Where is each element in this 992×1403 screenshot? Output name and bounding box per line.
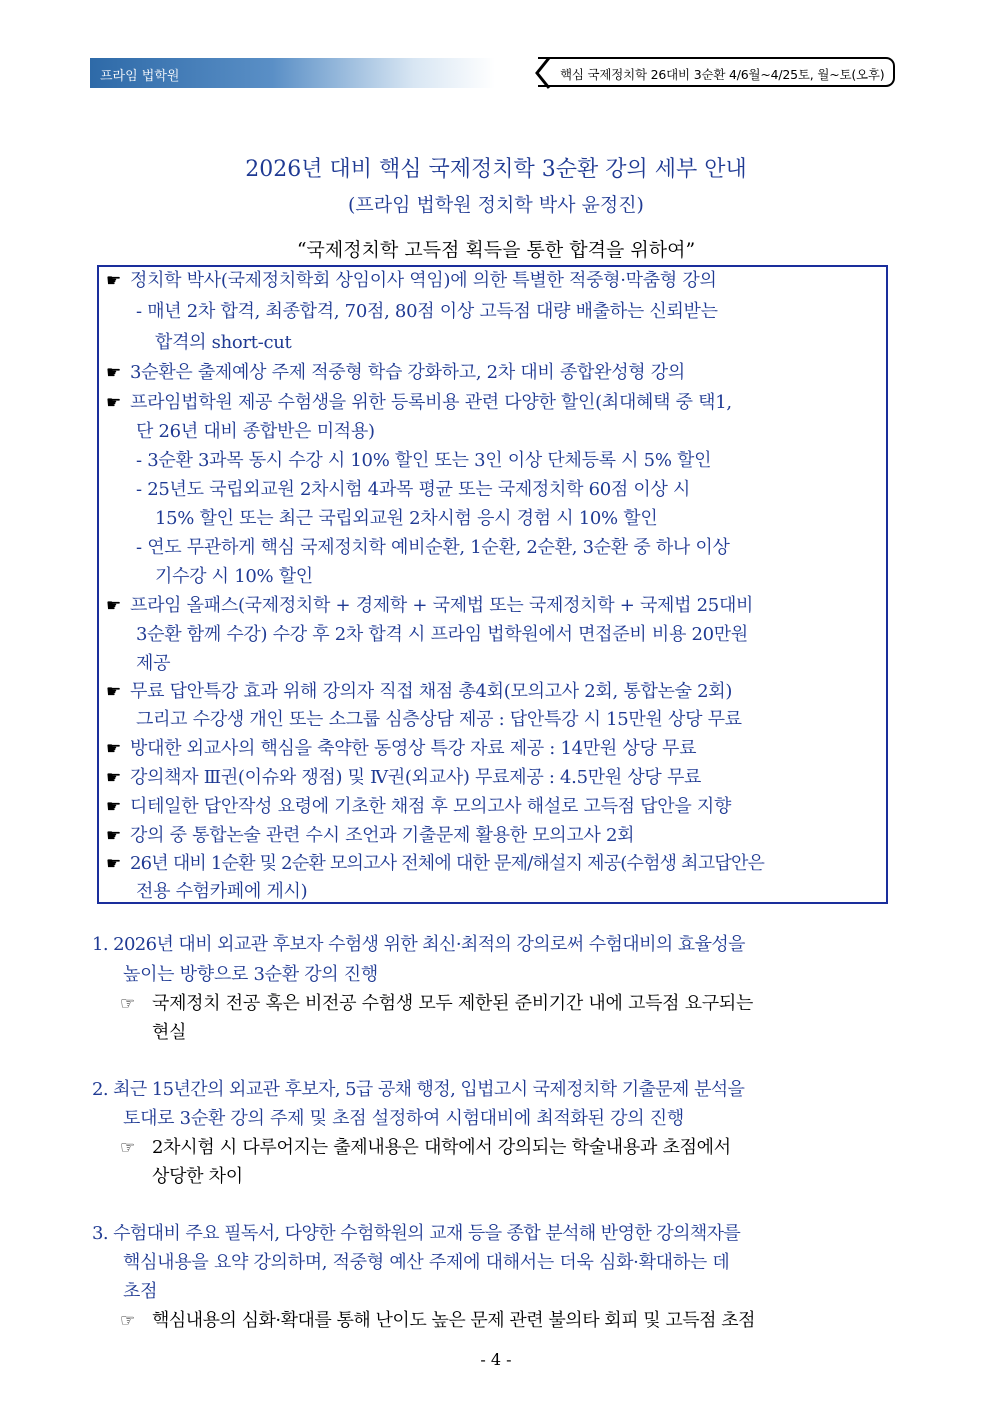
feature-item: ☛ 프라임 올패스(국제정치학 + 경제학 + 국제법 또는 국제정치학 + 국제법 25대비 xyxy=(106,595,754,616)
feature-item: ☛ 26년 대비 1순환 및 2순환 모의고사 전체에 대한 문제/해설지 제공(수험생 최고답안은 xyxy=(106,853,765,874)
feature-subitem-cont: 15% 할인 또는 최근 국립외교원 2차시험 응시 경험 시 10% 할인 xyxy=(155,508,658,529)
feature-item-cont: 단 26년 대비 종합반은 미적용) xyxy=(136,421,375,442)
feature-subitem: - 연도 무관하게 핵심 국제정치학 예비순환, 1순환, 2순환, 3순환 중 하나 이상 xyxy=(136,537,730,558)
section-3-heading-cont: 핵심내용을 요약 강의하며, 적중형 예산 주제에 대해서는 더욱 심화·확대하는 데 xyxy=(123,1252,730,1273)
pointing-hand-icon: ☛ xyxy=(106,739,121,759)
section-2-note-cont: 상당한 차이 xyxy=(152,1166,243,1187)
page-quote: “국제정치학 고득점 획득을 통한 합격을 위하여” xyxy=(296,239,696,261)
pointing-hand-outline-icon: ☞ xyxy=(120,1138,135,1158)
feature-item: ☛ 무료 답안특강 효과 위해 강의자 직접 채점 총4회(모의고사 2회, 통합논술 2회) xyxy=(106,681,733,702)
page-subtitle: (프라임 법학원 정치학 박사 윤정진) xyxy=(348,194,644,216)
feature-item-cont: 3순환 함께 수강) 수강 후 2차 합격 시 프라임 법학원에서 면접준비 비용 20만원 xyxy=(136,624,748,645)
page-title: 2026년 대비 핵심 국제정치학 3순환 강의 세부 안내 xyxy=(245,157,747,182)
section-1-note: ☞ 국제정치 전공 혹은 비전공 수험생 모두 제한된 준비기간 내에 고득점 요구되는 xyxy=(120,993,754,1014)
pointing-hand-icon: ☛ xyxy=(106,768,121,788)
pointing-hand-outline-icon: ☞ xyxy=(120,1311,135,1331)
header-brand-label: 프라임 법학원 xyxy=(100,69,180,84)
pointing-hand-icon: ☛ xyxy=(106,271,121,291)
feature-subitem: - 매년 2차 합격, 최종합격, 70점, 80점 이상 고득점 대량 배출하는 신뢰받는 xyxy=(136,301,718,322)
feature-item: ☛ 3순환은 출제예상 주제 적중형 학습 강화하고, 2차 대비 종합완성형 강의 xyxy=(106,362,685,383)
feature-subitem-cont: 기수강 시 10% 할인 xyxy=(155,566,313,587)
header-course-label: 핵심 국제정치학 26대비 3순환 4/6월~4/25토, 월~토(오후) xyxy=(560,67,885,82)
section-3-heading-cont: 초점 xyxy=(123,1281,158,1302)
feature-item: ☛ 정치학 박사(국제정치학회 상임이사 역임)에 의한 특별한 적중형·막춤형 강의 xyxy=(106,270,717,291)
feature-item-cont: 그리고 수강생 개인 또는 소그룹 심층상담 제공 : 답안특강 시 15만원 상당 무료 xyxy=(136,709,742,730)
feature-subitem-cont: 합격의 short-cut xyxy=(155,332,292,353)
pointing-hand-icon: ☛ xyxy=(106,596,121,616)
feature-item: ☛ 프라임법학원 제공 수험생을 위한 등록비용 관련 다양한 할인(최대혜택 중 택1, xyxy=(106,392,732,413)
pointing-hand-icon: ☛ xyxy=(106,854,121,874)
feature-item: ☛ 강의 중 통합논술 관련 수시 조언과 기출문제 활용한 모의고사 2회 xyxy=(106,825,635,846)
feature-item-cont: 제공 xyxy=(136,653,171,674)
section-3-heading: 3. 수험대비 주요 필독서, 다양한 수험학원의 교재 등을 종합 분석해 반영한 강의책자를 xyxy=(92,1223,741,1244)
pointing-hand-icon: ☛ xyxy=(106,363,121,383)
feature-item: ☛ 강의책자 Ⅲ권(이슈와 쟁점) 및 Ⅳ권(외교사) 무료제공 : 4.5만원 상당 무료 xyxy=(106,767,702,788)
header-course-tab xyxy=(538,57,895,87)
feature-subitem: - 3순환 3과목 동시 수강 시 10% 할인 또는 3인 이상 단체등록 시 5% 할인 xyxy=(136,450,712,471)
feature-item-cont: 전용 수험카페에 게시) xyxy=(136,881,308,902)
feature-item: ☛ 방대한 외교사의 핵심을 축약한 동영상 특강 자료 제공 : 14만원 상당 무료 xyxy=(106,738,697,759)
pointing-hand-icon: ☛ xyxy=(106,682,121,702)
section-2-note: ☞ 2차시험 시 다루어지는 출제내용은 대학에서 강의되는 학술내용과 초점에서 xyxy=(120,1137,731,1158)
pointing-hand-icon: ☛ xyxy=(106,826,121,846)
section-2-heading-cont: 토대로 3순환 강의 주제 및 초점 설정하여 시험대비에 최적화된 강의 진행 xyxy=(123,1108,684,1129)
section-2-heading: 2. 최근 15년간의 외교관 후보자, 5급 공채 행정, 입법고시 국제정치학 기출문제 분석을 xyxy=(92,1079,745,1100)
pointing-hand-outline-icon: ☞ xyxy=(120,994,135,1014)
header-brand-bar xyxy=(90,58,495,88)
chevron-left-icon xyxy=(532,56,554,90)
pointing-hand-icon: ☛ xyxy=(106,797,121,817)
page-number: - 4 - xyxy=(480,1350,512,1369)
feature-item: ☛ 디테일한 답안작성 요령에 기초한 채점 후 모의고사 해설로 고득점 답안을 지향 xyxy=(106,796,732,817)
feature-subitem: - 25년도 국립외교원 2차시험 4과목 평균 또는 국제정치학 60점 이상 시 xyxy=(136,479,691,500)
section-3-note: ☞ 핵심내용의 심화·확대를 통해 난이도 높은 문제 관련 불의타 회피 및 고득점 초점 xyxy=(120,1310,756,1331)
pointing-hand-icon: ☛ xyxy=(106,393,121,413)
section-1-heading-cont: 높이는 방향으로 3순환 강의 진행 xyxy=(123,964,378,985)
section-1-heading: 1. 2026년 대비 외교관 후보자 수험생 위한 최신·최적의 강의로써 수험대비의 효율성을 xyxy=(92,934,745,955)
section-1-note-cont: 현실 xyxy=(152,1022,187,1043)
